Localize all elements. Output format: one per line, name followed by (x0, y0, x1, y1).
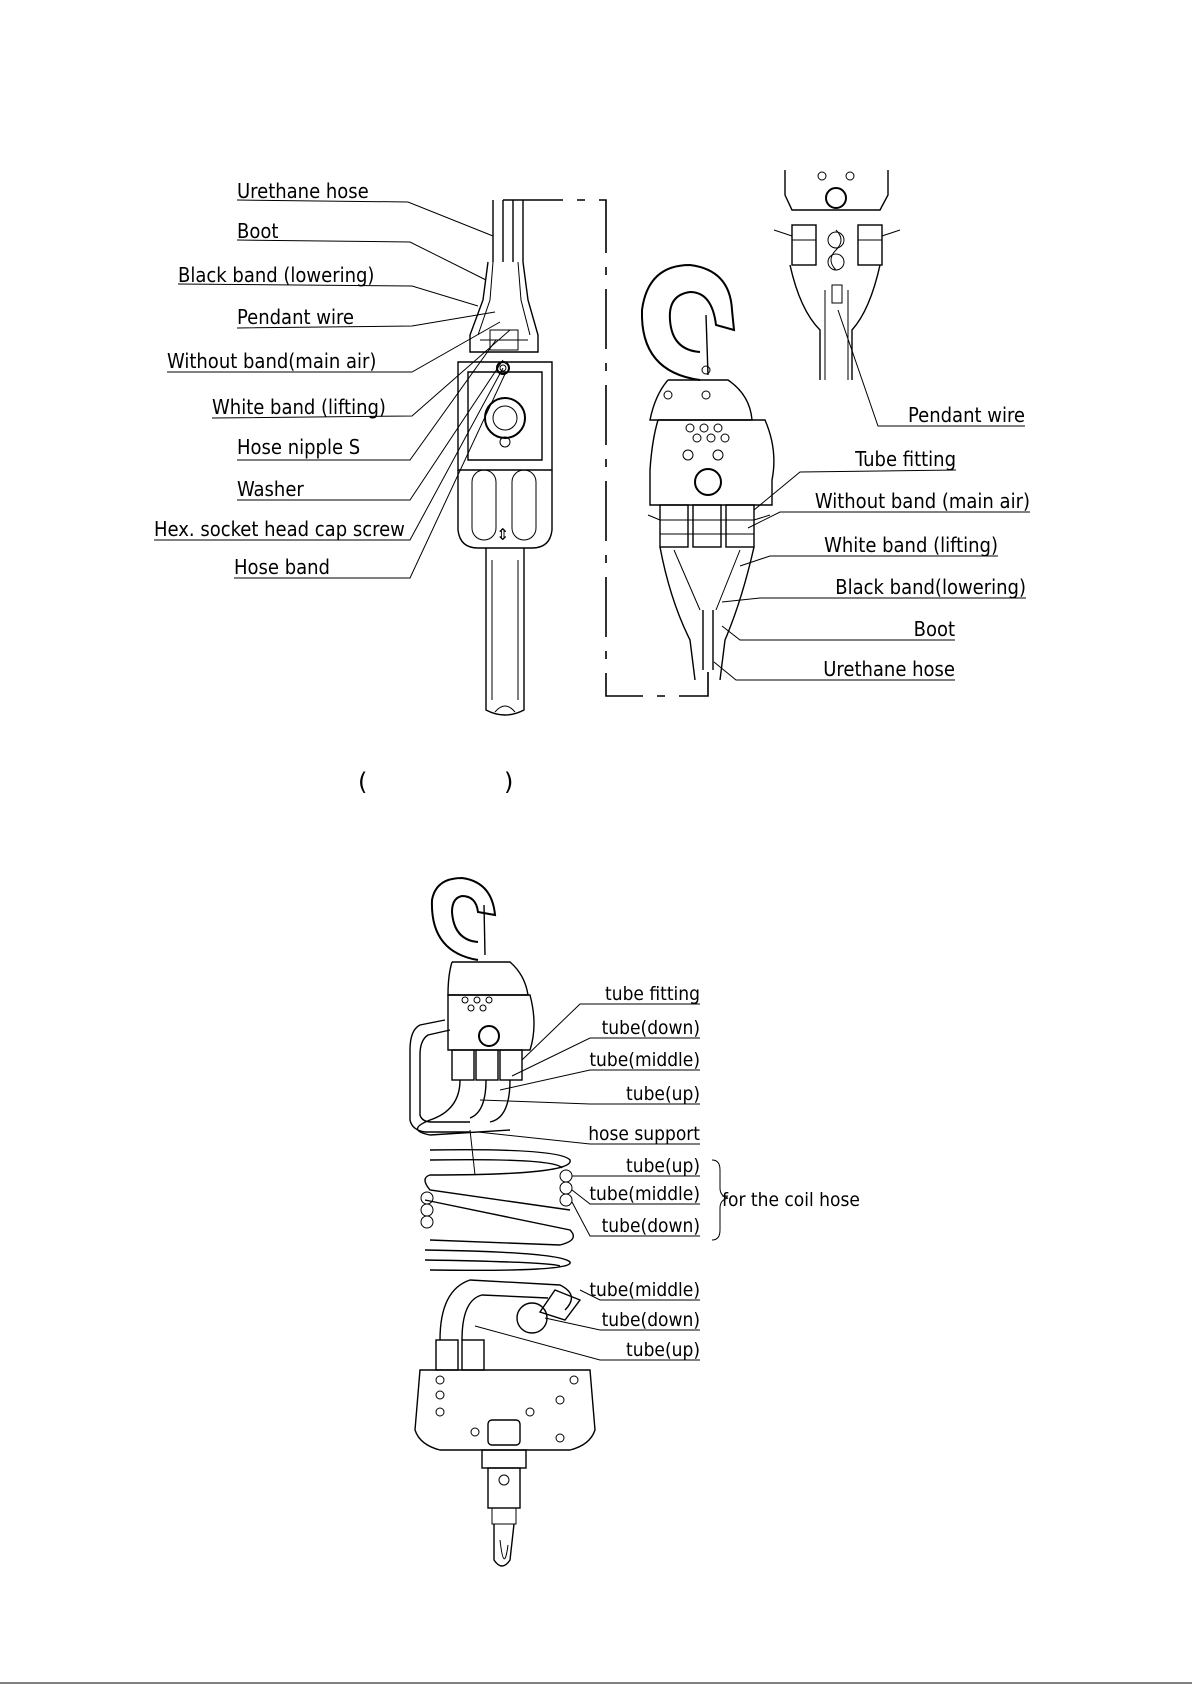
label-pendant-wire-left: Pendant wire (237, 305, 354, 329)
label-tube-fitting-bottom: tube fitting (605, 983, 700, 1005)
detail-connector (503, 200, 708, 696)
label-tube-fitting-right: Tube fitting (855, 447, 956, 471)
label-tube-down-1: tube(down) (601, 1017, 700, 1039)
label-boot-right: Boot (913, 617, 955, 641)
label-tube-up-1: tube(up) (626, 1083, 700, 1105)
label-without-band-right: Without band (main air) (814, 489, 1030, 513)
label-tube-up-2: tube(up) (626, 1339, 700, 1361)
label-washer: Washer (237, 477, 304, 501)
coil-hoist-drawing (410, 878, 595, 1566)
svg-text:⇕: ⇕ (496, 525, 510, 544)
label-white-band-left: White band (lifting) (212, 395, 386, 419)
label-urethane-hose-right: Urethane hose (823, 657, 955, 681)
label-white-band-right: White band (lifting) (824, 533, 998, 557)
label-urethane-hose-left: Urethane hose (237, 179, 369, 203)
label-hose-support: hose support (588, 1123, 700, 1145)
hoist-detail-drawing (774, 170, 900, 380)
label-tube-down-2: tube(down) (601, 1309, 700, 1331)
pendant-switch-drawing (458, 200, 552, 715)
label-tube-middle-1: tube(middle) (589, 1049, 700, 1071)
label-black-band-right: Black band(lowering) (835, 575, 1026, 599)
caption-close-paren: ) (504, 768, 514, 796)
label-hose-nipple: Hose nipple S (237, 435, 361, 459)
label-for-coil-hose: for the coil hose (722, 1189, 860, 1211)
hoist-drawing-top (642, 265, 774, 680)
label-tube-middle-2: tube(middle) (589, 1279, 700, 1301)
label-without-band-left: Without band(main air) (167, 349, 377, 373)
label-coil-tube-middle: tube(middle) (589, 1183, 700, 1205)
label-hose-band: Hose band (234, 555, 330, 579)
label-black-band-left: Black band (lowering) (178, 263, 375, 287)
label-pendant-wire-right: Pendant wire (908, 403, 1025, 427)
label-boot-left: Boot (237, 219, 279, 243)
label-hex-screw: Hex. socket head cap screw (154, 517, 405, 541)
label-coil-tube-down: tube(down) (601, 1215, 700, 1237)
caption-open-paren: ( (358, 768, 368, 796)
label-coil-tube-up: tube(up) (626, 1155, 700, 1177)
